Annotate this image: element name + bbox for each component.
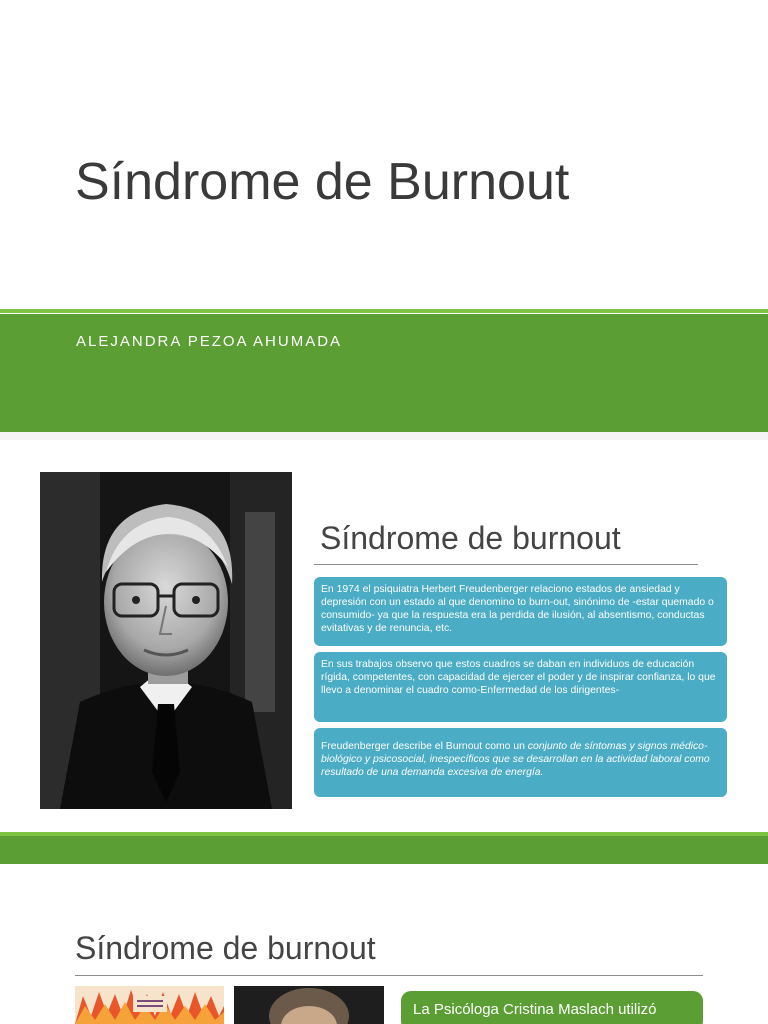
content-slide-freudenberger (0, 440, 768, 832)
card-3-definition: conjunto de síntomas y signos médico- biológico y psicosocial, inespecíficos que se desarrollan en la actividad laboral como resultado de una demanda excesiva de energía. (321, 741, 710, 778)
accent-stripe (0, 309, 768, 313)
info-card-2: En sus trabajos observo que estos cuadros se daban en individuos de educación rígida, competentes, con capacidad de ejercer el poder y de inspirar confianza, lo que llevo a denominar el cuadro como-Enfermedad de los dirigentes- (314, 652, 727, 722)
title-underline (75, 975, 703, 976)
section-title: Síndrome de burnout (320, 520, 621, 556)
section-title: Síndrome de burnout (75, 930, 376, 966)
green-band (0, 836, 768, 864)
maslach-portrait-photo (234, 986, 384, 1024)
book-cover-image (75, 986, 224, 1024)
card-3-lead: Freudenberger describe el Burnout como un (321, 741, 528, 752)
author-name: ALEJANDRA PEZOA AHUMADA (76, 333, 343, 350)
title-underline (314, 564, 698, 565)
content-slide-maslach (0, 864, 768, 1024)
presentation-title: Síndrome de Burnout (75, 153, 570, 211)
title-slide (0, 0, 768, 432)
green-band (0, 314, 768, 432)
slide-divider (0, 432, 768, 440)
maslach-info-card: La Psicóloga Cristina Maslach utilizó (401, 991, 703, 1024)
freudenberger-portrait-photo (40, 472, 292, 809)
info-card-1: En 1974 el psiquiatra Herbert Freudenberger relaciono estados de ansiedad y depresión con un estado al que denomino to burn-out, sinónimo de -estar quemado o consumido- ya que la respuesta era la perdida de ilusión, al absentismo, conductas evitativas y de renuncia, etc. (314, 577, 727, 646)
info-card-3 (314, 728, 727, 797)
